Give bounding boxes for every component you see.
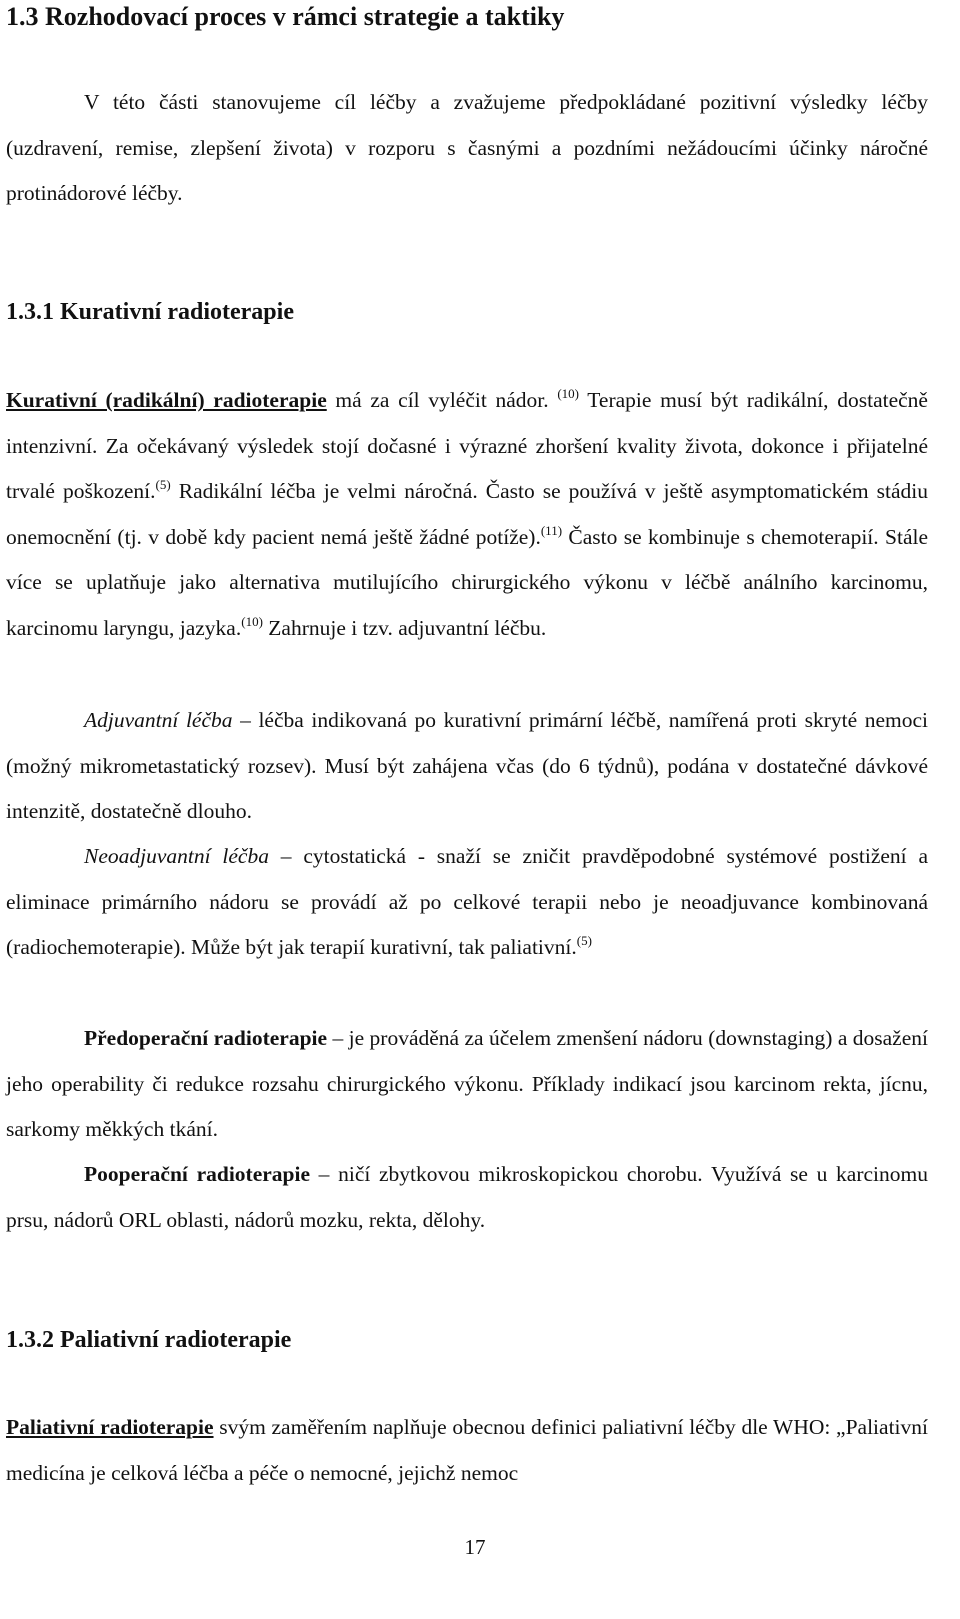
paragraph-kurativni	[6, 378, 928, 652]
text-part: – je prováděná za účelem zmenšení nádoru (downstaging) a dosažení jeho operability či redukce rozsahu chirurgického výkonu. Příklady indikací jsou karcinom rekta, jícnu, sarkomy měkkých tkání.	[6, 1026, 928, 1142]
term-paliativni: Paliativní radioterapie	[6, 1415, 214, 1439]
text-part: Terapie musí být radikální, dostatečně intenzivní. Za očekávaný výsledek stojí dočasné i výrazné zhoršení kvality života, dokonce i přijatelné trvalé poškození.	[6, 388, 928, 504]
subsection-title-paliativni: 1.3.2 Paliativní radioterapie	[6, 1327, 292, 1353]
text-part: Radikální léčba je velmi náročná. Často se používá v ještě asymptomatickém stádiu onemocnění (tj. v době kdy pacient nemá ještě žádné potíže).	[6, 479, 928, 549]
text-part: svým zaměřením naplňuje obecnou definici paliativní léčby dle WHO: „Paliativní medicína je celková léčba a péče o nemocné, jejichž nemoc	[6, 1415, 928, 1485]
term-neoadjuvantni: Neoadjuvantní léčba	[84, 844, 269, 868]
citation: (11)	[540, 522, 563, 538]
intro-paragraph: V této části stanovujeme cíl léčby a zvažujeme předpokládané pozitivní výsledky léčby (uzdravení, remise, zlepšení života) v rozporu s časnými a pozdními nežádoucími účinky náročné protinádorové léčby.	[6, 90, 928, 206]
paragraph-neoadjuvantni	[6, 834, 928, 971]
paragraph-adjuvantni	[6, 698, 928, 835]
text-part: má za cíl vyléčit nádor.	[326, 388, 558, 412]
term-adjuvantni: Adjuvantní léčba	[84, 708, 233, 732]
section-title: 1.3 Rozhodovací proces v rámci strategie a taktiky	[6, 2, 565, 31]
page-number: 17	[464, 1535, 486, 1559]
citation: (5)	[155, 477, 171, 493]
text-part: – ničí zbytkovou mikroskopickou chorobu. Využívá se u karcinomu prsu, nádorů ORL oblasti, nádorů mozku, rekta, dělohy.	[6, 1162, 928, 1232]
term-predoperacni: Předoperační radioterapie	[84, 1026, 328, 1050]
term-kurativni: Kurativní (radikální) radioterapie	[6, 388, 327, 412]
text-part: Často se kombinuje s chemoterapií. Stále více se uplatňuje jako alternativa mutilujícího chirurgického výkonu v léčbě análního karcinomu, karcinomu laryngu, jazyka.	[6, 524, 929, 640]
paragraph-predoperacni	[6, 1016, 928, 1153]
paragraph-pooperacni	[6, 1152, 928, 1243]
text-part: – léčba indikovaná po kurativní primární léčbě, namířená proti skryté nemoci (možný mikrometastatický rozsev). Musí být zahájena včas (do 6 týdnů), podána v dostatečné dávkové intenzitě, dostatečně dlouho.	[6, 708, 929, 824]
paragraph-paliativni	[6, 1405, 928, 1496]
text-part: Zahrnuje i tzv. adjuvantní léčbu.	[262, 615, 547, 640]
citation: (10)	[241, 613, 263, 629]
term-pooperacni: Pooperační radioterapie	[84, 1162, 311, 1186]
citation: (10)	[557, 386, 579, 401]
subsection-title-kurativni: 1.3.1 Kurativní radioterapie	[6, 299, 294, 325]
citation: (5)	[576, 933, 592, 949]
text-part: – cytostatická - snaží se zničit pravděpodobné systémové postižení a eliminace primárního nádoru se provádí až po celkové terapii nebo je neoadjuvance kombinovaná (radiochemoterapie). Může být jak terapií kurativní, tak paliativní.	[6, 844, 928, 960]
